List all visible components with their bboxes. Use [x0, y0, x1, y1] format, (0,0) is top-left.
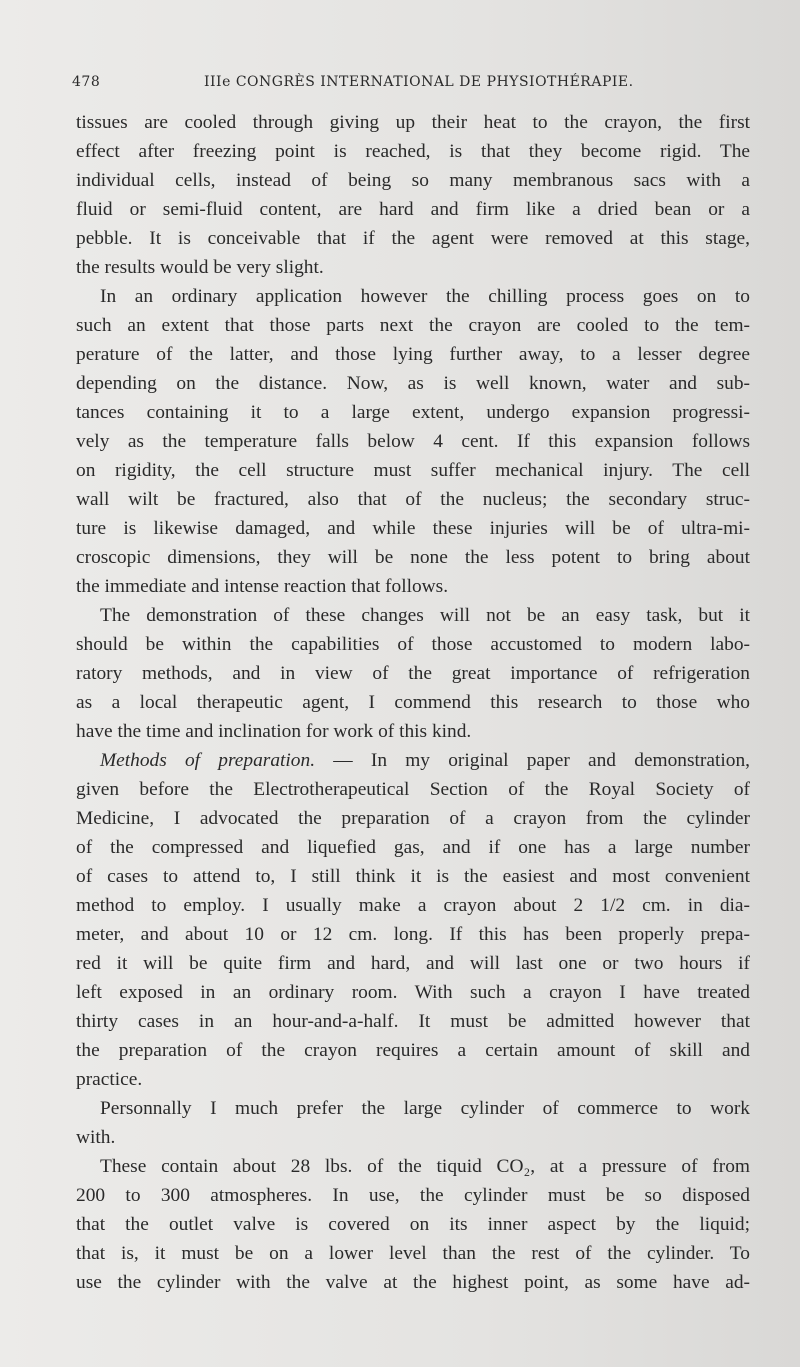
text-line: vely as the temperature falls below 4 cent. If this expansion follows: [76, 431, 750, 452]
running-title: IIIe CONGRÈS INTERNATIONAL DE PHYSIOTHÉRAPIE.: [204, 74, 634, 90]
text-line: such an extent that those parts next the crayon are cooled to the tem-: [76, 315, 750, 336]
text-fragment: — In my original paper and demonstration,: [315, 750, 750, 771]
text-line: left exposed in an ordinary room. With such a crayon I have treated: [76, 982, 750, 1003]
text-line: Personnally I much prefer the large cylinder of commerce to work: [100, 1098, 750, 1119]
paragraph: [76, 1094, 750, 1152]
text-line: depending on the distance. Now, as is well known, water and sub-: [76, 373, 750, 394]
paragraph: [76, 1152, 750, 1297]
paragraph: [76, 601, 750, 746]
text-line: effect after freezing point is reached, is that they become rigid. The: [76, 141, 750, 162]
text-line: use the cylinder with the valve at the highest point, as some have ad-: [76, 1272, 750, 1293]
text-line: on rigidity, the cell structure must suffer mechanical injury. The cell: [76, 460, 750, 481]
text-line: Medicine, I advocated the preparation of a crayon from the cylinder: [76, 808, 750, 829]
text-line: [76, 746, 750, 775]
text-line: practice.: [76, 1069, 143, 1090]
text-line: tissues are cooled through giving up their heat to the crayon, the first: [76, 112, 750, 133]
text-line: have the time and inclination for work of this kind.: [76, 721, 472, 742]
text-line: ratory methods, and in view of the great importance of refrigeration: [76, 663, 750, 684]
body-text: [76, 108, 750, 1297]
paragraph: [76, 108, 750, 282]
text-line: should be within the capabilities of those accustomed to modern labo-: [76, 634, 750, 655]
text-line: pebble. It is conceivable that if the agent were removed at this stage,: [76, 228, 750, 249]
text-line: that is, it must be on a lower level than the rest of the cylinder. To: [76, 1243, 750, 1264]
text-line: tances containing it to a large extent, undergo expansion progressi-: [76, 402, 750, 423]
text-line: of cases to attend to, I still think it is the easiest and most convenient: [76, 866, 750, 887]
text-line: In an ordinary application however the chilling process goes on to: [100, 286, 750, 307]
paragraph: [76, 746, 750, 1094]
section-heading: Methods of preparation.: [100, 750, 316, 771]
text-line: red it will be quite firm and hard, and will last one or two hours if: [76, 953, 750, 974]
text-line: given before the Electrotherapeutical Section of the Royal Society of: [76, 779, 750, 800]
text-line: of the compressed and liquefied gas, and if one has a large number: [76, 837, 750, 858]
text-line: wall wilt be fractured, also that of the nucleus; the secondary struc-: [76, 489, 750, 510]
page-number: 478: [72, 74, 101, 90]
text-line: with.: [76, 1127, 116, 1148]
text-line: the results would be very slight.: [76, 257, 324, 278]
text-line: meter, and about 10 or 12 cm. long. If this has been properly prepa-: [76, 924, 750, 945]
text-line: the immediate and intense reaction that follows.: [76, 576, 449, 597]
text-line: croscopic dimensions, they will be none the less potent to bring about: [76, 547, 750, 568]
paragraph: [76, 282, 750, 601]
text-line: 200 to 300 atmospheres. In use, the cylinder must be so disposed: [76, 1185, 750, 1206]
text-line: as a local therapeutic agent, I commend this research to those who: [76, 692, 750, 713]
text-line: These contain about 28 lbs. of the tiquid CO₂, at a pressure of from: [100, 1156, 750, 1177]
text-line: thirty cases in an hour-and-a-half. It must be admitted however that: [76, 1011, 750, 1032]
text-line: the preparation of the crayon requires a certain amount of skill and: [76, 1040, 750, 1061]
text-line: perature of the latter, and those lying further away, to a lesser degree: [76, 344, 750, 365]
text-line: method to employ. I usually make a crayon about 2 1/2 cm. in dia-: [76, 895, 750, 916]
text-line: ture is likewise damaged, and while these injuries will be of ultra-mi-: [76, 518, 750, 539]
text-line: fluid or semi-fluid content, are hard and firm like a dried bean or a: [76, 199, 750, 220]
text-line: The demonstration of these changes will not be an easy task, but it: [100, 605, 750, 626]
text-line: that the outlet valve is covered on its inner aspect by the liquid;: [76, 1214, 750, 1235]
text-line: individual cells, instead of being so many membranous sacs with a: [76, 170, 750, 191]
